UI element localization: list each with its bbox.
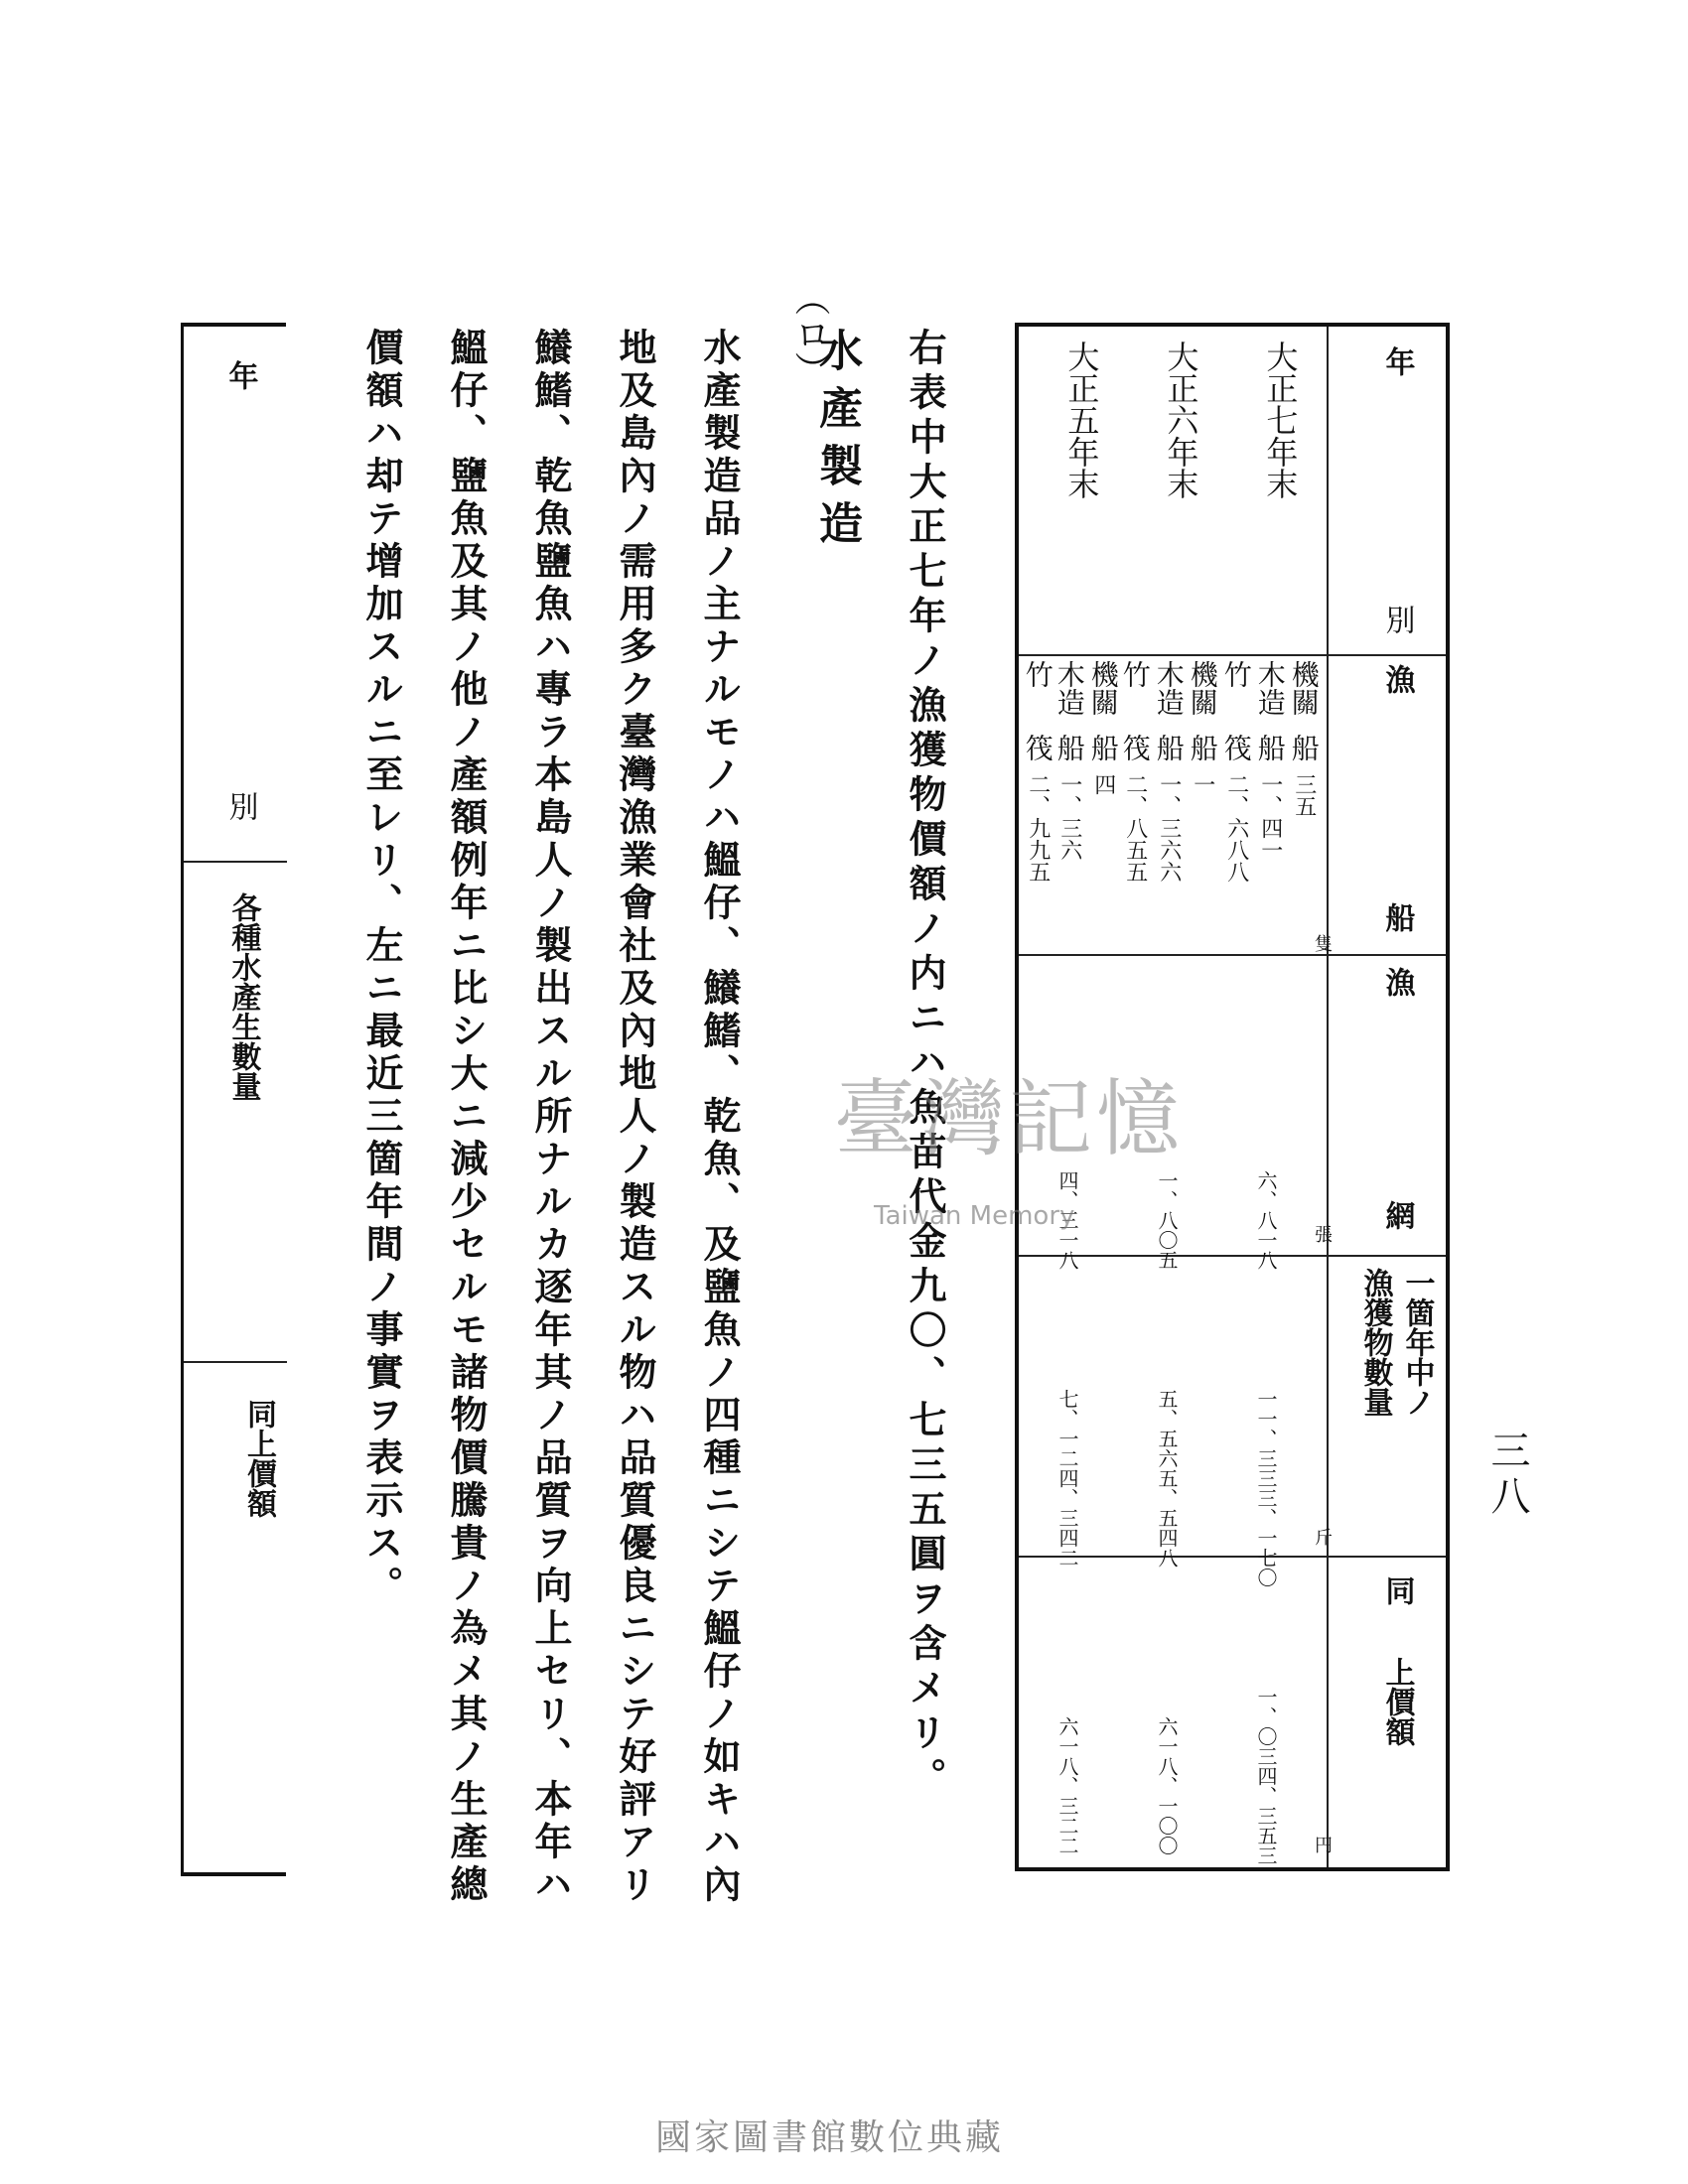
value-cell: 六一八、一〇〇 [1155,1716,1179,1855]
header-column-divider [1327,327,1329,1867]
value-unit: 円 [1312,1836,1333,1853]
body-note: 右表中大正七年ノ漁獲物價額ノ内ニハ魚苗代金九〇、七三五圓ヲ含メリ。 [903,328,947,1802]
boat-count: 二、六八八 [1223,773,1249,883]
catch-cell: 七、一二四、三四二 [1055,1389,1079,1568]
boat-suffix: 船 [1053,734,1086,761]
nets-unit: 張 [1312,1225,1333,1243]
boat-suffix: 船 [1253,734,1287,761]
boat-count: 三五 [1291,773,1317,817]
boat-type: 機關 [1186,660,1219,716]
nets-cell: 四、三一八 [1055,1170,1079,1270]
nets-cell: 一、八〇五 [1155,1170,1179,1270]
archive-footer: 國家圖書館數位典藏 [655,2117,1005,2158]
row-divider [1019,654,1446,656]
header-boats: 漁 [1379,664,1415,694]
boat-suffix: 筏 [1021,734,1055,761]
header-value-2: 上價額 [1379,1657,1415,1746]
boat-count: 四 [1090,773,1116,795]
boat-suffix: 筏 [1118,734,1152,761]
section-heading: 水產製造 [811,328,862,558]
value-cell: 六一八、三二二 [1055,1716,1079,1855]
year-cell: 大正五年末 [1062,341,1101,499]
header-year-2: 別 [222,791,258,821]
watermark-logo: 臺灣記憶 [834,1070,1185,1167]
body-text-line: 鱶鰭、乾魚鹽魚ハ專ラ本島人ノ製出スル所ナルカ逐年其ノ品質ヲ向上セリ、本年ハ [528,328,573,1907]
boat-count: 一、三六 [1056,773,1082,861]
header-boats-2: 船 [1379,902,1415,932]
section-marker: （ロ） [789,280,830,387]
header-year: 年 [222,360,258,390]
header-catch-2: 漁獲物數量 [1357,1268,1393,1417]
boat-unit: 隻 [1312,934,1333,952]
boat-suffix: 船 [1287,734,1321,761]
boat-suffix: 筏 [1219,734,1253,761]
row-divider [1019,1556,1446,1558]
boat-suffix: 船 [1186,734,1219,761]
body-text-line: 水產製造品ノ主ナルモノハ鰮仔、鱶鰭、乾魚、及鹽魚ノ四種ニシテ鰮仔ノ如キハ內 [697,328,742,1907]
boat-count: 一、四一 [1257,773,1283,861]
header-catch: 一箇年中ノ [1399,1268,1435,1417]
watermark-subtitle: Taiwan Memory [874,1201,1075,1231]
nets-cell: 六、八一八 [1254,1170,1278,1270]
body-text-line: 鰮仔、鹽魚及其ノ他ノ產額例年ニ比シ大ニ減少セルモ諸物價騰貴ノ為メ其ノ生產總 [444,328,489,1907]
boat-type: 木造 [1053,660,1086,716]
boat-type: 機關 [1086,660,1120,716]
header-value: 同 [1379,1575,1415,1605]
catch-cell: 一一、三三三、一七〇 [1254,1389,1278,1587]
products-table [181,323,286,1876]
row-divider [184,861,287,863]
boat-type: 機關 [1287,660,1321,716]
row-divider [184,1361,287,1363]
boat-type: 竹 [1118,660,1152,688]
boat-suffix: 船 [1086,734,1120,761]
boat-type: 竹 [1021,660,1055,688]
header-value: 同上價額 [241,1399,276,1518]
year-cell: 大正七年末 [1261,341,1300,499]
boat-type: 木造 [1253,660,1287,716]
value-cell: 一、〇三四、三五三 [1254,1687,1278,1865]
boat-count: 二、八五五 [1122,773,1148,883]
row-divider [1019,954,1446,956]
header-kinds: 各種水產生數量 [225,892,261,1101]
header-nets-2: 網 [1379,1200,1415,1230]
catch-cell: 五、五六五、五四八 [1155,1389,1179,1568]
header-nets: 漁 [1379,967,1415,997]
body-text-line: 地及島內ノ需用多ク臺灣漁業會社及內地人ノ製造スル物ハ品質優良ニシテ好評アリ [613,328,657,1907]
header-year-2: 別 [1379,605,1415,634]
header-year: 年 [1379,346,1415,376]
boat-count: 一 [1190,773,1215,795]
row-divider [1019,1255,1446,1257]
boat-suffix: 船 [1152,734,1186,761]
page-number: 三八 [1484,1430,1530,1521]
boat-type: 木造 [1152,660,1186,716]
boat-type: 竹 [1219,660,1253,688]
body-text-line: 價額ハ却テ增加スルニ至レリ、左ニ最近三箇年間ノ事實ヲ表示ス。 [359,328,404,1608]
catch-unit: 斤 [1312,1528,1333,1546]
boat-count: 二、九九五 [1025,773,1051,883]
boat-count: 一、三六六 [1156,773,1182,883]
year-cell: 大正六年末 [1162,341,1200,499]
